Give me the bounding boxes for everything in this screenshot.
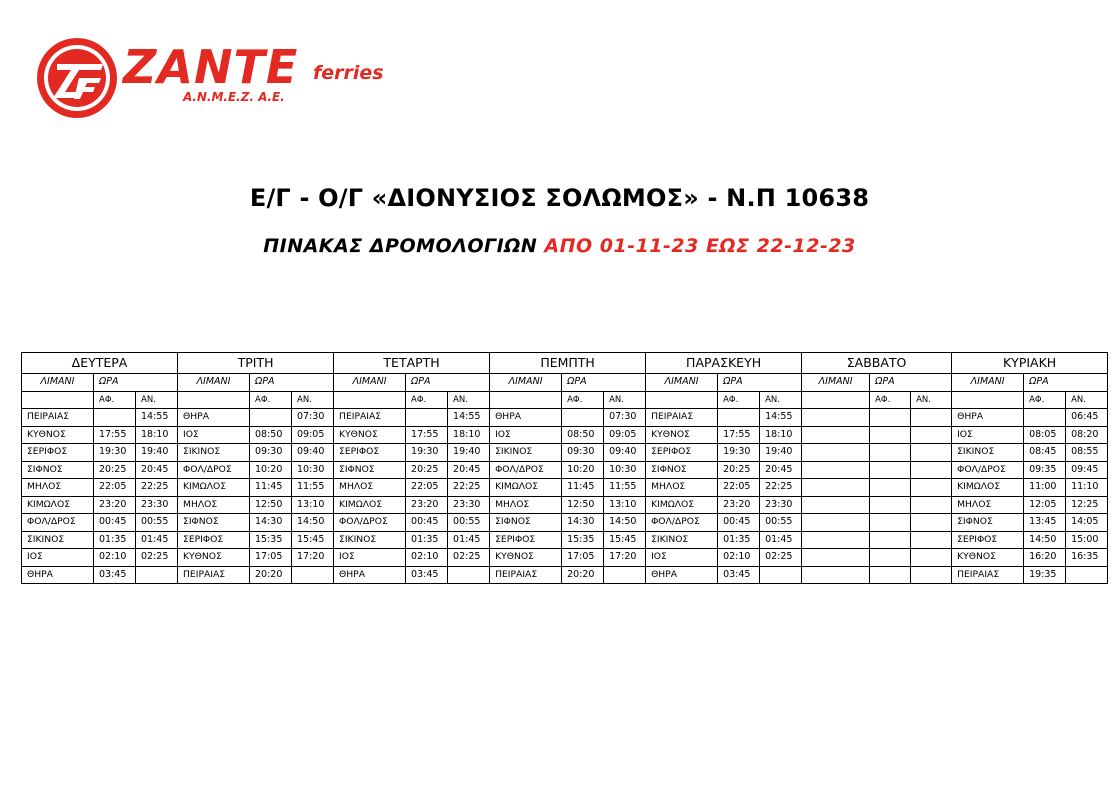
- departure-time-cell: 15:00: [1066, 531, 1108, 549]
- arrival-time-cell: 17:55: [94, 426, 136, 444]
- departure-time-cell: 13:10: [604, 496, 646, 514]
- departure-time-cell: 10:30: [292, 461, 334, 479]
- port-cell: ΙΟΣ: [334, 549, 406, 567]
- port-cell: ΦΟΛ/ΔΡΟΣ: [178, 461, 250, 479]
- empty-cell: [802, 391, 870, 409]
- port-cell: ΣΕΡΙΦΟΣ: [952, 531, 1024, 549]
- arrival-time-cell: 08:05: [1024, 426, 1066, 444]
- arrival-time-cell: 22:05: [94, 479, 136, 497]
- port-column-label: ΛΙΜΑΝΙ: [646, 374, 718, 392]
- port-cell: [802, 566, 870, 584]
- port-cell: [802, 426, 870, 444]
- arrival-time-cell: 03:45: [94, 566, 136, 584]
- arrival-time-cell: 00:45: [94, 514, 136, 532]
- arrival-time-cell: 01:35: [718, 531, 760, 549]
- departure-time-cell: 18:10: [448, 426, 490, 444]
- port-cell: ΠΕΙΡΑΙΑΣ: [178, 566, 250, 584]
- departure-time-cell: 07:30: [604, 409, 646, 427]
- port-cell: ΠΕΙΡΑΙΑΣ: [22, 409, 94, 427]
- departure-label: ΑΝ.: [604, 391, 646, 409]
- arrival-time-cell: 23:20: [406, 496, 448, 514]
- arrival-time-cell: 23:20: [94, 496, 136, 514]
- departure-time-cell: [911, 514, 952, 532]
- port-cell: ΣΙΦΝΟΣ: [646, 461, 718, 479]
- departure-time-cell: 01:45: [448, 531, 490, 549]
- port-cell: ΣΙΦΝΟΣ: [178, 514, 250, 532]
- port-cell: ΜΗΛΟΣ: [22, 479, 94, 497]
- departure-time-cell: 00:55: [136, 514, 178, 532]
- arrival-time-cell: 19:30: [94, 444, 136, 462]
- port-cell: ΦΟΛ/ΔΡΟΣ: [490, 461, 562, 479]
- arrival-time-cell: 11:45: [562, 479, 604, 497]
- arrival-time-cell: 17:55: [406, 426, 448, 444]
- table-row: [22, 409, 1108, 427]
- port-cell: ΠΕΙΡΑΙΑΣ: [490, 566, 562, 584]
- departure-time-cell: 02:25: [136, 549, 178, 567]
- arrival-time-cell: 20:25: [406, 461, 448, 479]
- port-cell: ΘΗΡΑ: [952, 409, 1024, 427]
- empty-cell: [646, 391, 718, 409]
- port-cell: ΜΗΛΟΣ: [646, 479, 718, 497]
- arrival-time-cell: 20:25: [718, 461, 760, 479]
- port-cell: ΚΥΘΝΟΣ: [178, 549, 250, 567]
- zante-ferries-logo: [35, 34, 405, 124]
- port-cell: [802, 479, 870, 497]
- departure-time-cell: 23:30: [136, 496, 178, 514]
- column-label-row: [22, 374, 1108, 392]
- table-row: [22, 479, 1108, 497]
- departure-time-cell: [604, 566, 646, 584]
- logo-wordmark: ZANTE: [123, 40, 299, 94]
- departure-time-cell: 12:25: [1066, 496, 1108, 514]
- arrival-time-cell: 12:50: [562, 496, 604, 514]
- departure-time-cell: [911, 479, 952, 497]
- table-row: [22, 496, 1108, 514]
- zf-emblem-icon: [35, 36, 119, 120]
- departure-time-cell: 09:45: [1066, 461, 1108, 479]
- arrival-time-cell: [870, 409, 911, 427]
- port-cell: ΦΟΛ/ΔΡΟΣ: [22, 514, 94, 532]
- arrival-label: ΑΦ.: [562, 391, 604, 409]
- departure-time-cell: [292, 566, 334, 584]
- arrival-time-cell: 19:30: [406, 444, 448, 462]
- port-cell: ΚΙΜΩΛΟΣ: [334, 496, 406, 514]
- port-cell: ΣΕΡΙΦΟΣ: [22, 444, 94, 462]
- arrival-time-cell: 01:35: [406, 531, 448, 549]
- subheader-row: [22, 391, 1108, 409]
- port-cell: ΚΥΘΝΟΣ: [490, 549, 562, 567]
- port-cell: [802, 549, 870, 567]
- port-cell: ΚΙΜΩΛΟΣ: [490, 479, 562, 497]
- port-cell: [802, 409, 870, 427]
- departure-label: ΑΝ.: [760, 391, 802, 409]
- arrival-time-cell: [406, 409, 448, 427]
- time-column-label: ΩΡΑ: [870, 374, 952, 392]
- arrival-time-cell: 17:05: [562, 549, 604, 567]
- departure-time-cell: 02:25: [448, 549, 490, 567]
- arrival-time-cell: 19:30: [718, 444, 760, 462]
- departure-time-cell: 19:40: [760, 444, 802, 462]
- arrival-time-cell: [718, 409, 760, 427]
- departure-time-cell: [448, 566, 490, 584]
- departure-time-cell: 22:25: [448, 479, 490, 497]
- day-header: ΠΑΡΑΣΚΕΥΗ: [646, 353, 802, 374]
- port-cell: ΣΙΚΙΝΟΣ: [952, 444, 1024, 462]
- port-cell: ΣΙΦΝΟΣ: [22, 461, 94, 479]
- departure-time-cell: 07:30: [292, 409, 334, 427]
- empty-cell: [490, 391, 562, 409]
- port-cell: ΦΟΛ/ΔΡΟΣ: [646, 514, 718, 532]
- departure-time-cell: 14:05: [1066, 514, 1108, 532]
- time-column-label: ΩΡΑ: [406, 374, 490, 392]
- arrival-time-cell: 09:30: [250, 444, 292, 462]
- departure-time-cell: 16:35: [1066, 549, 1108, 567]
- page-title: Ε/Γ - Ο/Γ «ΔΙΟΝΥΣΙΟΣ ΣΟΛΩΜΟΣ» - Ν.Π 10638: [249, 184, 870, 212]
- arrival-time-cell: 19:35: [1024, 566, 1066, 584]
- arrival-time-cell: 11:00: [1024, 479, 1066, 497]
- port-cell: ΣΕΡΙΦΟΣ: [334, 444, 406, 462]
- arrival-time-cell: [1024, 409, 1066, 427]
- time-column-label: ΩΡΑ: [94, 374, 178, 392]
- departure-time-cell: 08:55: [1066, 444, 1108, 462]
- arrival-time-cell: 20:25: [94, 461, 136, 479]
- departure-label: ΑΝ.: [448, 391, 490, 409]
- arrival-time-cell: 20:20: [562, 566, 604, 584]
- port-cell: ΦΟΛ/ΔΡΟΣ: [334, 514, 406, 532]
- departure-time-cell: 18:10: [136, 426, 178, 444]
- departure-time-cell: [911, 426, 952, 444]
- arrival-time-cell: 12:50: [250, 496, 292, 514]
- port-cell: ΣΕΡΙΦΟΣ: [178, 531, 250, 549]
- port-cell: [802, 514, 870, 532]
- empty-cell: [22, 391, 94, 409]
- arrival-time-cell: 02:10: [406, 549, 448, 567]
- arrival-time-cell: 14:30: [562, 514, 604, 532]
- port-cell: ΠΕΙΡΑΙΑΣ: [334, 409, 406, 427]
- arrival-label: ΑΦ.: [250, 391, 292, 409]
- logo-ferries-text: ferries: [313, 62, 384, 84]
- time-column-label: ΩΡΑ: [1024, 374, 1108, 392]
- day-header: ΤΡΙΤΗ: [178, 353, 334, 374]
- arrival-time-cell: 09:35: [1024, 461, 1066, 479]
- arrival-time-cell: 09:30: [562, 444, 604, 462]
- arrival-time-cell: [870, 479, 911, 497]
- port-cell: ΚΙΜΩΛΟΣ: [22, 496, 94, 514]
- port-column-label: ΛΙΜΑΝΙ: [952, 374, 1024, 392]
- arrival-time-cell: 20:20: [250, 566, 292, 584]
- departure-time-cell: 20:45: [760, 461, 802, 479]
- departure-time-cell: 15:45: [604, 531, 646, 549]
- arrival-time-cell: 08:45: [1024, 444, 1066, 462]
- arrival-time-cell: 02:10: [94, 549, 136, 567]
- port-cell: ΚΙΜΩΛΟΣ: [646, 496, 718, 514]
- time-column-label: ΩΡΑ: [250, 374, 334, 392]
- port-column-label: ΛΙΜΑΝΙ: [490, 374, 562, 392]
- day-header: ΔΕΥΤΕΡΑ: [22, 353, 178, 374]
- arrival-time-cell: 22:05: [406, 479, 448, 497]
- subtitle-label: ΠΙΝΑΚΑΣ ΔΡΟΜΟΛΟΓΙΩΝ: [263, 235, 538, 257]
- port-cell: ΜΗΛΟΣ: [178, 496, 250, 514]
- departure-time-cell: 09:05: [292, 426, 334, 444]
- port-cell: ΙΟΣ: [22, 549, 94, 567]
- departure-label: ΑΝ.: [911, 391, 952, 409]
- port-cell: ΘΗΡΑ: [22, 566, 94, 584]
- port-cell: ΣΕΡΙΦΟΣ: [490, 531, 562, 549]
- port-cell: ΚΥΘΝΟΣ: [334, 426, 406, 444]
- arrival-time-cell: [870, 444, 911, 462]
- port-cell: ΘΗΡΑ: [490, 409, 562, 427]
- port-cell: ΙΟΣ: [952, 426, 1024, 444]
- departure-time-cell: 22:25: [760, 479, 802, 497]
- departure-time-cell: 06:45: [1066, 409, 1108, 427]
- port-cell: ΚΥΘΝΟΣ: [646, 426, 718, 444]
- day-header-row: [22, 353, 1108, 374]
- arrival-time-cell: 01:35: [94, 531, 136, 549]
- port-cell: ΣΕΡΙΦΟΣ: [646, 444, 718, 462]
- departure-time-cell: [911, 444, 952, 462]
- departure-time-cell: 00:55: [448, 514, 490, 532]
- port-cell: ΜΗΛΟΣ: [334, 479, 406, 497]
- arrival-time-cell: 08:50: [250, 426, 292, 444]
- day-header: ΚΥΡΙΑΚΗ: [952, 353, 1108, 374]
- port-cell: [802, 444, 870, 462]
- port-cell: ΘΗΡΑ: [178, 409, 250, 427]
- departure-time-cell: 22:25: [136, 479, 178, 497]
- time-column-label: ΩΡΑ: [718, 374, 802, 392]
- departure-time-cell: [911, 409, 952, 427]
- arrival-label: ΑΦ.: [1024, 391, 1066, 409]
- arrival-time-cell: [94, 409, 136, 427]
- departure-time-cell: 10:30: [604, 461, 646, 479]
- arrival-time-cell: [870, 566, 911, 584]
- arrival-time-cell: [870, 496, 911, 514]
- port-cell: [802, 531, 870, 549]
- departure-time-cell: [911, 461, 952, 479]
- arrival-time-cell: 17:55: [718, 426, 760, 444]
- empty-cell: [952, 391, 1024, 409]
- departure-time-cell: 01:45: [136, 531, 178, 549]
- arrival-time-cell: 23:20: [718, 496, 760, 514]
- departure-time-cell: [911, 566, 952, 584]
- departure-time-cell: [136, 566, 178, 584]
- port-column-label: ΛΙΜΑΝΙ: [22, 374, 94, 392]
- departure-time-cell: 11:55: [604, 479, 646, 497]
- page-subtitle: [0, 235, 1119, 257]
- departure-time-cell: 11:10: [1066, 479, 1108, 497]
- arrival-time-cell: 13:45: [1024, 514, 1066, 532]
- port-cell: [802, 461, 870, 479]
- port-cell: ΜΗΛΟΣ: [952, 496, 1024, 514]
- subtitle-date-range: ΑΠΟ 01-11-23 ΕΩΣ 22-12-23: [544, 235, 856, 257]
- port-cell: ΘΗΡΑ: [646, 566, 718, 584]
- table-row: [22, 549, 1108, 567]
- departure-time-cell: 01:45: [760, 531, 802, 549]
- port-cell: ΣΙΦΝΟΣ: [952, 514, 1024, 532]
- arrival-time-cell: 17:05: [250, 549, 292, 567]
- departure-time-cell: 11:55: [292, 479, 334, 497]
- arrival-time-cell: 22:05: [718, 479, 760, 497]
- departure-time-cell: 02:25: [760, 549, 802, 567]
- port-column-label: ΛΙΜΑΝΙ: [802, 374, 870, 392]
- arrival-time-cell: [250, 409, 292, 427]
- departure-time-cell: 09:40: [604, 444, 646, 462]
- table-row: [22, 531, 1108, 549]
- port-cell: ΚΥΘΝΟΣ: [22, 426, 94, 444]
- arrival-time-cell: 03:45: [406, 566, 448, 584]
- port-cell: ΚΙΜΩΛΟΣ: [178, 479, 250, 497]
- departure-time-cell: 14:55: [136, 409, 178, 427]
- departure-time-cell: [1066, 566, 1108, 584]
- departure-time-cell: 23:30: [760, 496, 802, 514]
- departure-time-cell: 18:10: [760, 426, 802, 444]
- arrival-label: ΑΦ.: [94, 391, 136, 409]
- arrival-time-cell: 10:20: [562, 461, 604, 479]
- port-cell: ΚΙΜΩΛΟΣ: [952, 479, 1024, 497]
- port-column-label: ΛΙΜΑΝΙ: [334, 374, 406, 392]
- port-cell: ΦΟΛ/ΔΡΟΣ: [952, 461, 1024, 479]
- port-cell: ΣΙΚΙΝΟΣ: [178, 444, 250, 462]
- table-row: [22, 444, 1108, 462]
- arrival-time-cell: 14:50: [1024, 531, 1066, 549]
- arrival-time-cell: [870, 514, 911, 532]
- empty-cell: [334, 391, 406, 409]
- arrival-time-cell: 12:05: [1024, 496, 1066, 514]
- port-cell: ΠΕΙΡΑΙΑΣ: [952, 566, 1024, 584]
- day-header: ΣΑΒΒΑΤΟ: [802, 353, 952, 374]
- arrival-time-cell: 08:50: [562, 426, 604, 444]
- table-row: [22, 426, 1108, 444]
- arrival-time-cell: 10:20: [250, 461, 292, 479]
- departure-time-cell: 19:40: [136, 444, 178, 462]
- departure-time-cell: 09:05: [604, 426, 646, 444]
- day-header: ΠΕΜΠΤΗ: [490, 353, 646, 374]
- arrival-label: ΑΦ.: [870, 391, 911, 409]
- departure-time-cell: 14:55: [448, 409, 490, 427]
- table-row: [22, 514, 1108, 532]
- arrival-time-cell: [562, 409, 604, 427]
- departure-time-cell: 00:55: [760, 514, 802, 532]
- departure-label: ΑΝ.: [1066, 391, 1108, 409]
- arrival-time-cell: 00:45: [406, 514, 448, 532]
- arrival-time-cell: 02:10: [718, 549, 760, 567]
- arrival-time-cell: 11:45: [250, 479, 292, 497]
- departure-label: ΑΝ.: [292, 391, 334, 409]
- departure-time-cell: 14:55: [760, 409, 802, 427]
- departure-time-cell: [760, 566, 802, 584]
- port-cell: ΙΟΣ: [646, 549, 718, 567]
- departure-time-cell: 23:30: [448, 496, 490, 514]
- departure-time-cell: 20:45: [136, 461, 178, 479]
- port-cell: ΣΙΦΝΟΣ: [490, 514, 562, 532]
- port-cell: ΚΥΘΝΟΣ: [952, 549, 1024, 567]
- arrival-time-cell: 00:45: [718, 514, 760, 532]
- table-row: [22, 566, 1108, 584]
- port-column-label: ΛΙΜΑΝΙ: [178, 374, 250, 392]
- arrival-time-cell: 15:35: [562, 531, 604, 549]
- arrival-time-cell: [870, 549, 911, 567]
- departure-time-cell: 08:20: [1066, 426, 1108, 444]
- port-cell: ΣΙΚΙΝΟΣ: [22, 531, 94, 549]
- arrival-time-cell: 14:30: [250, 514, 292, 532]
- arrival-label: ΑΦ.: [718, 391, 760, 409]
- port-cell: ΘΗΡΑ: [334, 566, 406, 584]
- arrival-time-cell: 03:45: [718, 566, 760, 584]
- departure-time-cell: [911, 531, 952, 549]
- time-column-label: ΩΡΑ: [562, 374, 646, 392]
- port-cell: ΣΙΚΙΝΟΣ: [334, 531, 406, 549]
- empty-cell: [178, 391, 250, 409]
- logo-company-name: Α.Ν.Μ.Ε.Ζ. Α.Ε.: [183, 90, 285, 104]
- arrival-time-cell: [870, 531, 911, 549]
- arrival-label: ΑΦ.: [406, 391, 448, 409]
- departure-time-cell: [911, 549, 952, 567]
- arrival-time-cell: 15:35: [250, 531, 292, 549]
- departure-time-cell: 13:10: [292, 496, 334, 514]
- departure-time-cell: [911, 496, 952, 514]
- departure-label: ΑΝ.: [136, 391, 178, 409]
- port-cell: ΣΙΚΙΝΟΣ: [646, 531, 718, 549]
- port-cell: [802, 496, 870, 514]
- port-cell: ΣΙΦΝΟΣ: [334, 461, 406, 479]
- departure-time-cell: 19:40: [448, 444, 490, 462]
- port-cell: ΜΗΛΟΣ: [490, 496, 562, 514]
- table-row: [22, 461, 1108, 479]
- departure-time-cell: 15:45: [292, 531, 334, 549]
- port-cell: ΠΕΙΡΑΙΑΣ: [646, 409, 718, 427]
- arrival-time-cell: [870, 461, 911, 479]
- arrival-time-cell: 16:20: [1024, 549, 1066, 567]
- departure-time-cell: 09:40: [292, 444, 334, 462]
- day-header: ΤΕΤΑΡΤΗ: [334, 353, 490, 374]
- port-cell: ΙΟΣ: [178, 426, 250, 444]
- departure-time-cell: 17:20: [604, 549, 646, 567]
- departure-time-cell: 20:45: [448, 461, 490, 479]
- departure-time-cell: 14:50: [604, 514, 646, 532]
- arrival-time-cell: [870, 426, 911, 444]
- departure-time-cell: 17:20: [292, 549, 334, 567]
- departure-time-cell: 14:50: [292, 514, 334, 532]
- schedule-table: [21, 352, 1108, 584]
- port-cell: ΣΙΚΙΝΟΣ: [490, 444, 562, 462]
- port-cell: ΙΟΣ: [490, 426, 562, 444]
